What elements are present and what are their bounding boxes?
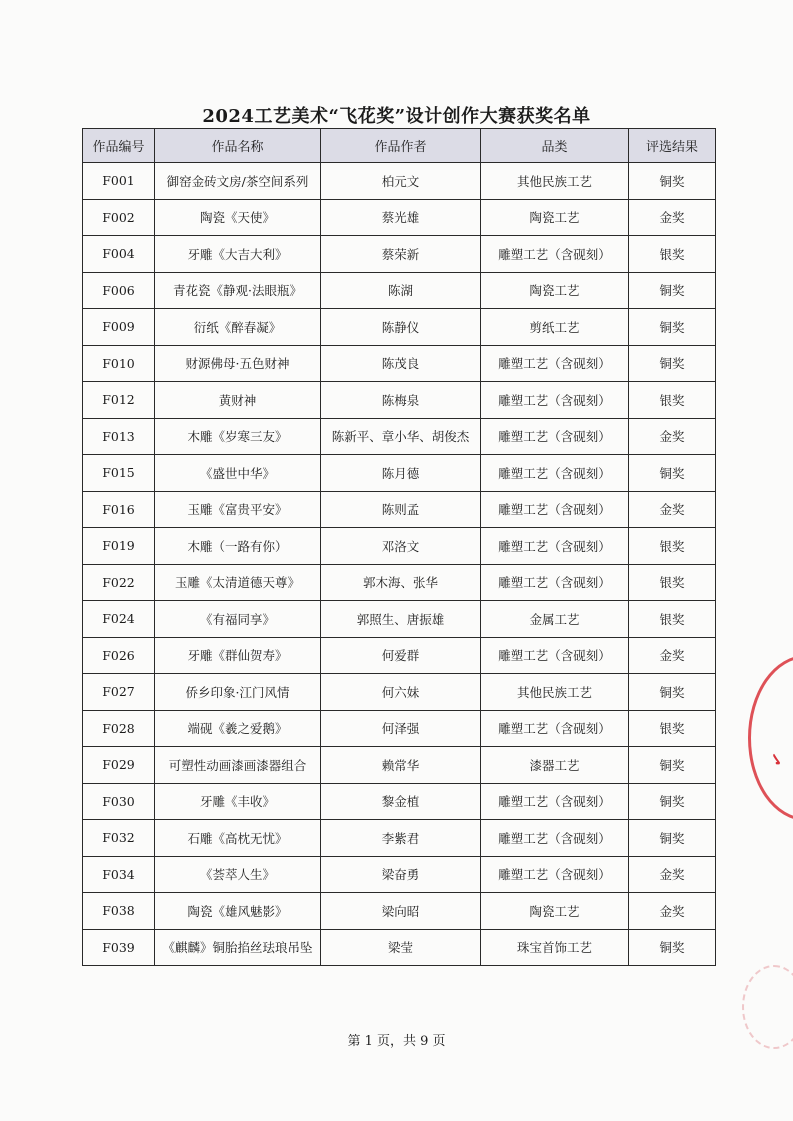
cell-author: 蔡荣新 xyxy=(321,236,481,273)
cell-result: 铜奖 xyxy=(629,455,716,492)
table-row xyxy=(83,820,716,857)
cell-id: F038 xyxy=(83,893,155,930)
column-header-author: 作品作者 xyxy=(321,129,481,163)
table-row xyxy=(83,528,716,565)
cell-work-name: 木雕（一路有你） xyxy=(155,528,321,565)
cell-result: 铜奖 xyxy=(629,345,716,382)
table-row xyxy=(83,272,716,309)
cell-id: F004 xyxy=(83,236,155,273)
cell-author: 邓洛文 xyxy=(321,528,481,565)
cell-category: 陶瓷工艺 xyxy=(481,893,629,930)
cell-work-name: 衍纸《醉春凝》 xyxy=(155,309,321,346)
cell-category: 珠宝首饰工艺 xyxy=(481,929,629,966)
cell-work-name: 玉雕《富贵平安》 xyxy=(155,491,321,528)
table-row xyxy=(83,236,716,273)
table-row xyxy=(83,601,716,638)
cell-work-name: 可塑性动画漆画漆器组合 xyxy=(155,747,321,784)
cell-work-name: 陶瓷《天使》 xyxy=(155,199,321,236)
cell-author: 陈湖 xyxy=(321,272,481,309)
cell-id: F029 xyxy=(83,747,155,784)
cell-author: 黎金植 xyxy=(321,783,481,820)
cell-work-name: 玉雕《太清道德天尊》 xyxy=(155,564,321,601)
cell-result: 金奖 xyxy=(629,491,716,528)
cell-author: 陈茂良 xyxy=(321,345,481,382)
column-header-category: 品类 xyxy=(481,129,629,163)
cell-result: 银奖 xyxy=(629,236,716,273)
cell-author: 蔡光雄 xyxy=(321,199,481,236)
table-row xyxy=(83,491,716,528)
award-table xyxy=(82,128,716,966)
cell-category: 其他民族工艺 xyxy=(481,674,629,711)
document-title: 2024工艺美术“飞花奖”设计创作大赛获奖名单 xyxy=(202,106,591,127)
cell-id: F032 xyxy=(83,820,155,857)
cell-result: 银奖 xyxy=(629,528,716,565)
cell-author: 陈梅泉 xyxy=(321,382,481,419)
table-row xyxy=(83,747,716,784)
cell-author: 梁莹 xyxy=(321,929,481,966)
cell-category: 雕塑工艺（含砚刻） xyxy=(481,637,629,674)
page-footer: 第 1 页，共 9 页 xyxy=(347,1034,446,1049)
cell-id: F022 xyxy=(83,564,155,601)
cell-category: 雕塑工艺（含砚刻） xyxy=(481,236,629,273)
table-row xyxy=(83,199,716,236)
cell-id: F002 xyxy=(83,199,155,236)
table-row xyxy=(83,893,716,930)
cell-id: F026 xyxy=(83,637,155,674)
cell-work-name: 黄财神 xyxy=(155,382,321,419)
cell-author: 赖常华 xyxy=(321,747,481,784)
cell-id: F009 xyxy=(83,309,155,346)
table-row xyxy=(83,418,716,455)
cell-result: 铜奖 xyxy=(629,783,716,820)
cell-work-name: 牙雕《丰收》 xyxy=(155,783,321,820)
table-row xyxy=(83,564,716,601)
table-row xyxy=(83,309,716,346)
cell-category: 金属工艺 xyxy=(481,601,629,638)
cell-author: 陈月德 xyxy=(321,455,481,492)
cell-result: 银奖 xyxy=(629,710,716,747)
cell-work-name: 侨乡印象·江门风情 xyxy=(155,674,321,711)
cell-work-name: 《荟萃人生》 xyxy=(155,856,321,893)
cell-id: F006 xyxy=(83,272,155,309)
cell-id: F030 xyxy=(83,783,155,820)
cell-author: 陈则孟 xyxy=(321,491,481,528)
cell-work-name: 石雕《高枕无忧》 xyxy=(155,820,321,857)
cell-work-name: 《有福同享》 xyxy=(155,601,321,638)
column-header-id: 作品编号 xyxy=(83,129,155,163)
cell-result: 金奖 xyxy=(629,199,716,236)
table-row xyxy=(83,783,716,820)
table-row xyxy=(83,637,716,674)
cell-result: 铜奖 xyxy=(629,929,716,966)
cell-work-name: 御窑金砖文房/茶空间系列 xyxy=(155,163,321,200)
table-row xyxy=(83,929,716,966)
cell-work-name: 青花瓷《静观·法眼瓶》 xyxy=(155,272,321,309)
cell-result: 金奖 xyxy=(629,893,716,930)
cell-id: F028 xyxy=(83,710,155,747)
cell-result: 铜奖 xyxy=(629,820,716,857)
cell-id: F034 xyxy=(83,856,155,893)
cell-author: 李紫君 xyxy=(321,820,481,857)
cell-category: 雕塑工艺（含砚刻） xyxy=(481,455,629,492)
table-row xyxy=(83,856,716,893)
table-row xyxy=(83,382,716,419)
cell-category: 雕塑工艺（含砚刻） xyxy=(481,564,629,601)
cell-result: 银奖 xyxy=(629,382,716,419)
cell-author: 郭照生、唐振雄 xyxy=(321,601,481,638)
cell-category: 雕塑工艺（含砚刻） xyxy=(481,491,629,528)
cell-work-name: 《盛世中华》 xyxy=(155,455,321,492)
cell-work-name: 陶瓷《雄风魅影》 xyxy=(155,893,321,930)
cell-category: 剪纸工艺 xyxy=(481,309,629,346)
seal-mark: ✓ xyxy=(765,749,788,770)
cell-result: 铜奖 xyxy=(629,163,716,200)
cell-id: F010 xyxy=(83,345,155,382)
table-row xyxy=(83,455,716,492)
cell-result: 铜奖 xyxy=(629,674,716,711)
cell-result: 铜奖 xyxy=(629,747,716,784)
cell-category: 雕塑工艺（含砚刻） xyxy=(481,528,629,565)
cell-work-name: 木雕《岁寒三友》 xyxy=(155,418,321,455)
cell-category: 雕塑工艺（含砚刻） xyxy=(481,418,629,455)
cell-work-name: 财源佛母·五色财神 xyxy=(155,345,321,382)
cell-category: 雕塑工艺（含砚刻） xyxy=(481,710,629,747)
cell-id: F001 xyxy=(83,163,155,200)
cell-category: 陶瓷工艺 xyxy=(481,199,629,236)
cell-category: 雕塑工艺（含砚刻） xyxy=(481,345,629,382)
table-row xyxy=(83,710,716,747)
cell-author: 陈新平、章小华、胡俊杰 xyxy=(321,418,481,455)
cell-author: 陈静仪 xyxy=(321,309,481,346)
cell-category: 雕塑工艺（含砚刻） xyxy=(481,382,629,419)
cell-result: 金奖 xyxy=(629,418,716,455)
cell-result: 金奖 xyxy=(629,856,716,893)
cell-author: 梁向昭 xyxy=(321,893,481,930)
cell-result: 铜奖 xyxy=(629,272,716,309)
cell-work-name: 端砚《羲之爱鹅》 xyxy=(155,710,321,747)
cell-id: F013 xyxy=(83,418,155,455)
cell-id: F016 xyxy=(83,491,155,528)
cell-category: 雕塑工艺（含砚刻） xyxy=(481,856,629,893)
cell-result: 银奖 xyxy=(629,564,716,601)
cell-result: 银奖 xyxy=(629,601,716,638)
table-body xyxy=(83,163,716,966)
cell-category: 陶瓷工艺 xyxy=(481,272,629,309)
cell-author: 梁奋勇 xyxy=(321,856,481,893)
table-row xyxy=(83,345,716,382)
table-header-row xyxy=(83,129,716,163)
column-header-result: 评选结果 xyxy=(629,129,716,163)
cell-result: 金奖 xyxy=(629,637,716,674)
cell-category: 其他民族工艺 xyxy=(481,163,629,200)
cell-id: F027 xyxy=(83,674,155,711)
cell-author: 柏元文 xyxy=(321,163,481,200)
cell-result: 铜奖 xyxy=(629,309,716,346)
cell-work-name: 《麒麟》铜胎掐丝珐琅吊坠 xyxy=(155,929,321,966)
table-row xyxy=(83,163,716,200)
cell-work-name: 牙雕《大吉大利》 xyxy=(155,236,321,273)
cell-author: 何六妹 xyxy=(321,674,481,711)
cell-author: 何爱群 xyxy=(321,637,481,674)
cell-work-name: 牙雕《群仙贺寿》 xyxy=(155,637,321,674)
table-row xyxy=(83,674,716,711)
cell-author: 何泽强 xyxy=(321,710,481,747)
cell-id: F015 xyxy=(83,455,155,492)
cell-category: 雕塑工艺（含砚刻） xyxy=(481,820,629,857)
cell-id: F039 xyxy=(83,929,155,966)
cell-id: F019 xyxy=(83,528,155,565)
column-header-work-name: 作品名称 xyxy=(155,129,321,163)
cell-id: F024 xyxy=(83,601,155,638)
cell-author: 郭木海、张华 xyxy=(321,564,481,601)
red-seal-stamp xyxy=(748,655,793,821)
cell-category: 雕塑工艺（含砚刻） xyxy=(481,783,629,820)
cell-id: F012 xyxy=(83,382,155,419)
cell-category: 漆器工艺 xyxy=(481,747,629,784)
